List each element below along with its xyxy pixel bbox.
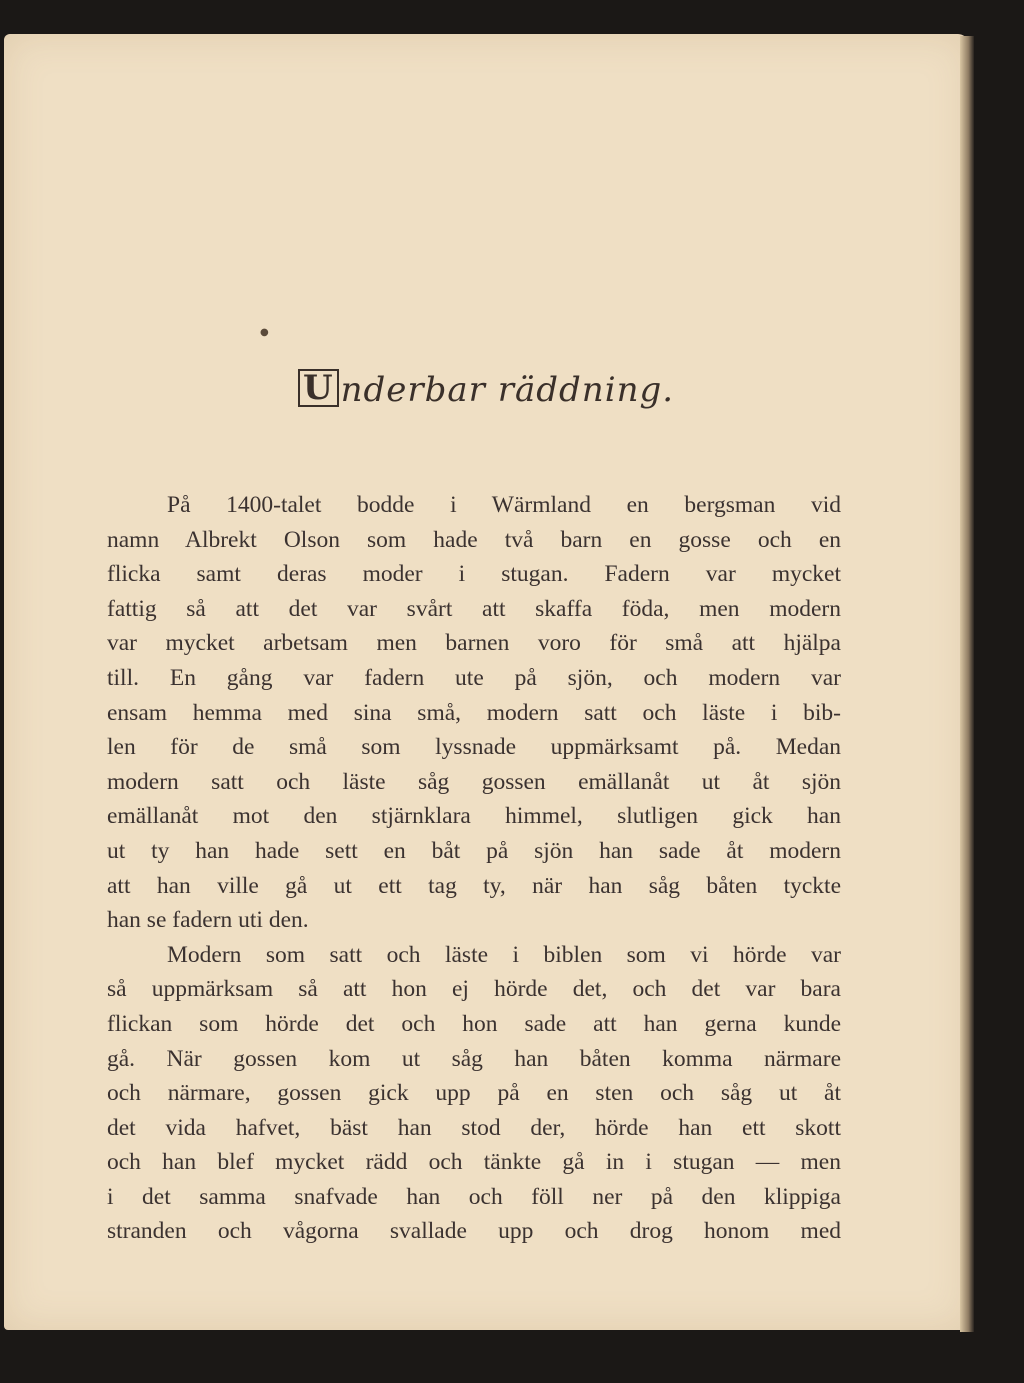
text-line: flickan som hörde det och hon sade att han gerna kunde	[107, 1010, 841, 1037]
text-line: På 1400-talet bodde i Wärmland en bergsman vid	[167, 492, 841, 518]
text-line: det vida hafvet, bäst han stod der, hörde han ett skott	[107, 1114, 841, 1141]
text-line: och närmare, gossen gick upp på en sten och såg ut åt	[107, 1080, 841, 1107]
decorated-initial: U	[298, 369, 339, 407]
text-line: len för de små som lyssnade uppmärksamt på. Medan	[107, 734, 841, 761]
text-line: ensam hemma med sina små, modern satt och läste i bib-	[107, 699, 841, 726]
paragraph-1	[107, 488, 841, 938]
text-line: att han ville gå ut ett tag ty, när han såg båten tyckte	[107, 872, 841, 899]
text-line: gå. När gossen kom ut såg han båten komma närmare	[107, 1045, 841, 1072]
text-line: Modern som satt och läste i biblen som vi hörde var	[167, 941, 841, 968]
text-line: i det samma snafvade han och föll ner på den klippiga	[107, 1183, 841, 1210]
chapter-title-text: nderbar räddning.	[340, 370, 675, 410]
ink-speck: ●	[260, 327, 269, 338]
page-edge-shadow	[960, 36, 974, 1332]
text-line: namn Albrekt Olson som hade två barn en gosse och en	[107, 526, 841, 553]
text-line: emällanåt mot den stjärnklara himmel, slutligen gick han	[107, 803, 841, 830]
chapter-title	[4, 370, 968, 410]
paragraph-2	[107, 938, 841, 1249]
book-page	[4, 34, 968, 1330]
text-line: modern satt och läste såg gossen emällanåt ut åt sjön	[107, 768, 841, 795]
text-line: så uppmärksam så att hon ej hörde det, och det var bara	[107, 976, 841, 1003]
text-line: stranden och vågorna svallade upp och drog honom med	[107, 1218, 841, 1245]
text-line: till. En gång var fadern ute på sjön, och modern var	[107, 664, 841, 691]
text-line: ut ty han hade sett en båt på sjön han sade åt modern	[107, 837, 841, 864]
text-line: fattig så att det var svårt att skaffa föda, men modern	[107, 595, 841, 622]
text-line: var mycket arbetsam men barnen voro för små att hjälpa	[107, 630, 841, 657]
text-line: flicka samt deras moder i stugan. Fadern var mycket	[107, 561, 841, 588]
body-text	[107, 488, 841, 1249]
text-line: han se fadern uti den.	[107, 907, 309, 934]
text-line: och han blef mycket rädd och tänkte gå in i stugan — men	[107, 1149, 841, 1176]
